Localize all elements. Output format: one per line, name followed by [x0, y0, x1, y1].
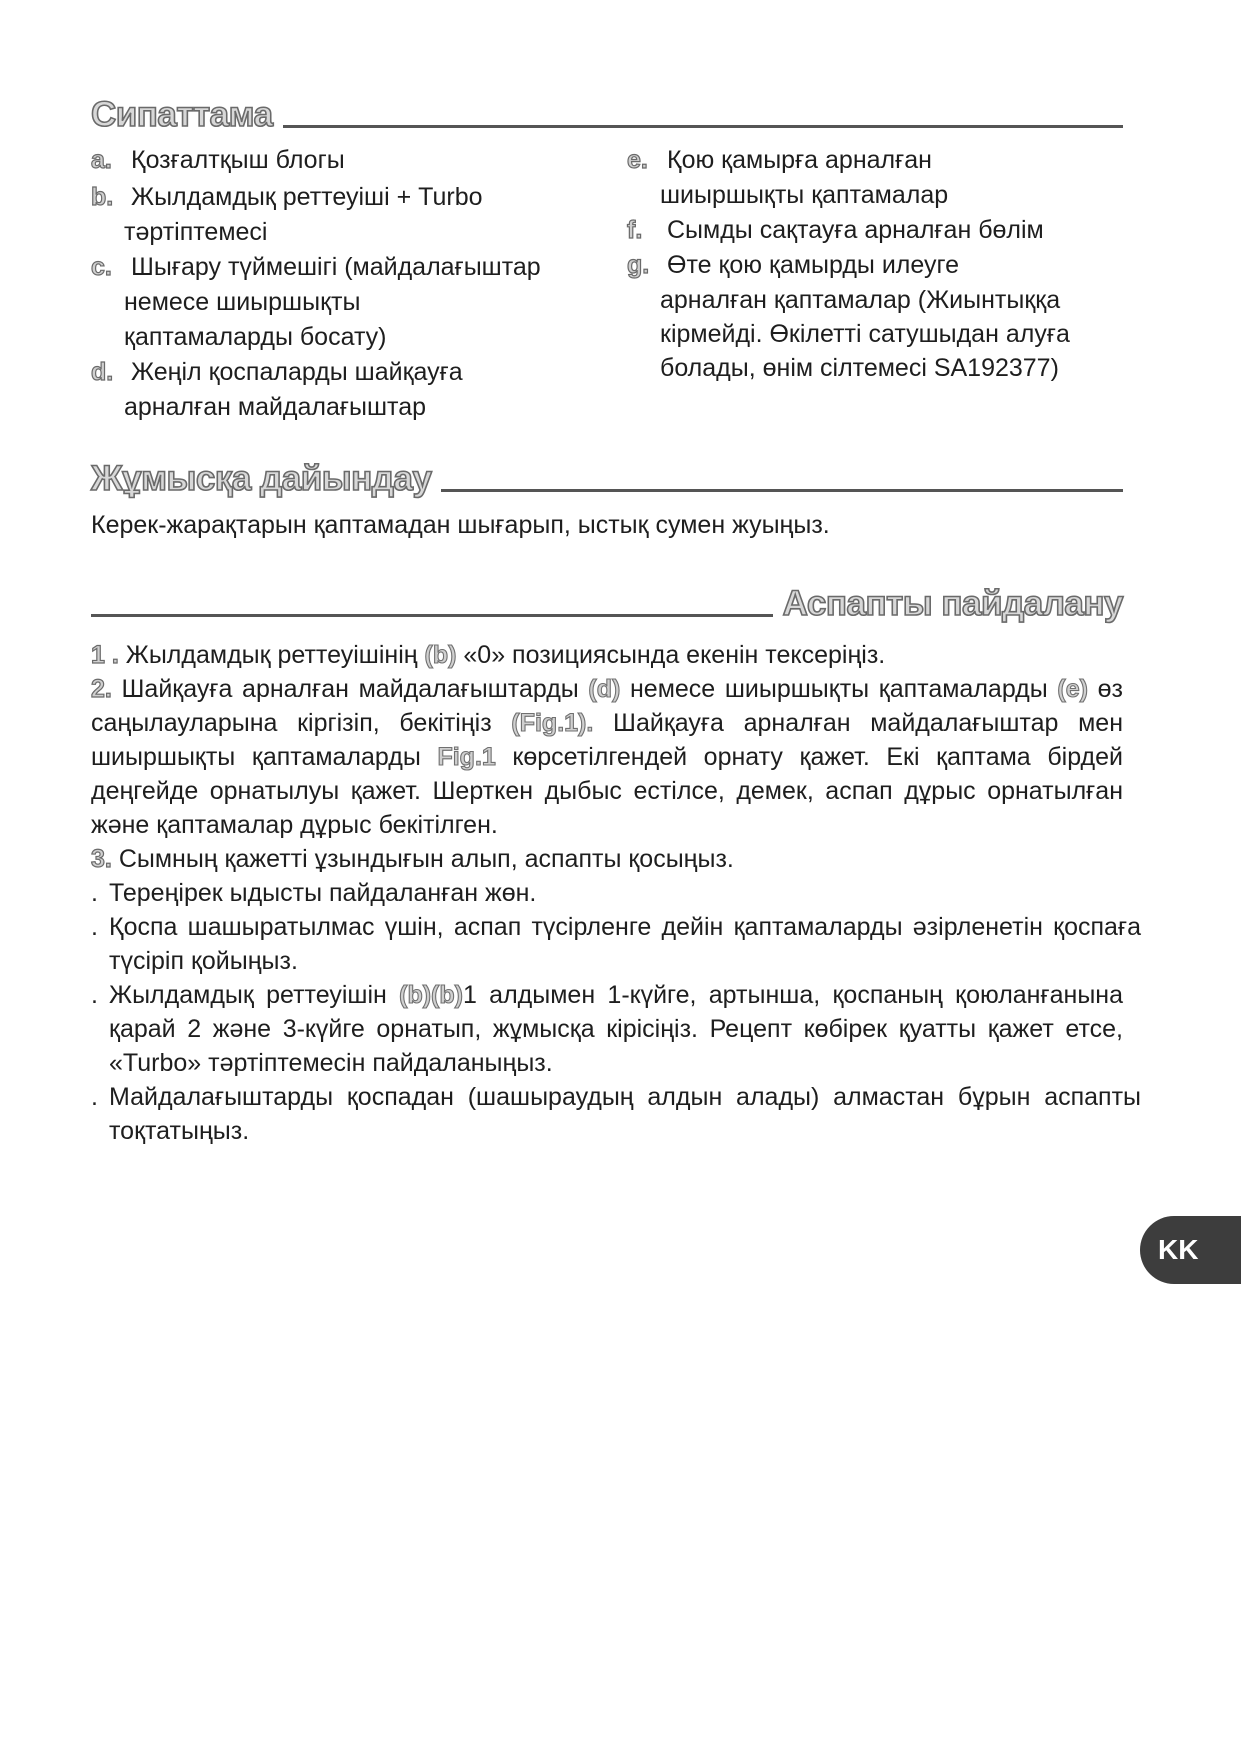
part-item-a: [91, 143, 611, 178]
part-reference: (b)(b): [399, 981, 463, 1009]
part-text: Жеңіл қоспаларды шайқауға: [131, 358, 463, 386]
part-letter: c.: [91, 253, 112, 281]
usage-step-2: [91, 672, 1123, 842]
part-text: Өте қою қамырды илеуге: [667, 251, 959, 279]
bullet-dot: .: [91, 879, 98, 907]
part-reference: (e): [1057, 675, 1088, 703]
bullet-dot: .: [91, 1083, 98, 1111]
step-text: өз саңылауларына кіргізіп, бекітіңіз: [91, 675, 1123, 737]
usage-bullet-3: [91, 978, 1123, 1080]
preparation-heading-title: Жұмысқа дайындау: [91, 459, 432, 498]
parts-list-right: [627, 143, 1127, 385]
preparation-text: Керек-жарақтарын қаптамадан шығарып, ыстық сумен жуыңыз.: [91, 511, 830, 539]
usage-bullet-2: [91, 910, 1141, 978]
figure-reference: (Fig.1).: [511, 709, 594, 737]
description-heading: [91, 97, 1123, 132]
step-text: Жылдамдық реттеуішінің: [125, 641, 418, 669]
usage-heading: [91, 586, 1123, 621]
heading-rule: [441, 489, 1123, 492]
step-text: Шайқауға арналған майдалағыштар мен шиыршықты қаптамаларды: [91, 709, 1123, 771]
step-number: 2.: [91, 675, 112, 703]
part-item-b: [91, 180, 611, 250]
part-letter: f.: [627, 216, 643, 244]
part-text: Сымды сақтауға арналған бөлім: [667, 216, 1044, 244]
heading-rule: [283, 125, 1123, 128]
part-text-continued: арналған майдалағыштар: [124, 393, 427, 421]
description-heading-title: Сипаттама: [91, 95, 273, 134]
parts-list-left: [91, 143, 611, 425]
step-number: 1 .: [91, 641, 119, 669]
step-text: көрсетілгендей орнату қажет. Екі қаптама бірдей деңгейде орнатылуы қажет. Шерткен дыбыс естілсе, демек, аспап дұрыс орнатылған және қаптамалар дұрыс бекітілген.: [91, 743, 1123, 839]
heading-rule: [91, 614, 773, 617]
part-letter: g.: [627, 251, 650, 279]
step-text: немесе шиыршықты қаптамаларды: [630, 675, 1048, 703]
bullet-dot: .: [91, 913, 98, 941]
part-item-c: [91, 250, 611, 355]
part-text: Шығару түймешігі (майдалағыштар: [131, 253, 541, 281]
part-text-continued: немесе шиыршықты қаптамаларды босату): [124, 288, 387, 351]
bullet-text-part: 1 алдымен 1-күйге, артынша, қоспаның қоюланғанына қарай 2 және 3-күйге орнатып, жұмысқа кірісіңіз. Рецепт көбірек қуатты қажет етсе, «Turbo» тәртіптемесін пайдаланыңыз.: [109, 981, 1123, 1077]
step-text: «0» позициясында екенін тексеріңіз.: [463, 641, 886, 669]
part-letter: a.: [91, 146, 112, 174]
part-text-continued: тәртіптемесі: [124, 218, 268, 246]
part-item-g: [627, 248, 1127, 385]
part-text: Қою қамырға арналған: [667, 146, 932, 174]
bullet-dot: .: [91, 981, 98, 1009]
part-letter: e.: [627, 146, 648, 174]
usage-bullet-4: [91, 1080, 1141, 1148]
part-text-continued: арналған қаптамалар (Жиынтыққа кірмейді. Өкілетті сатушыдан алуға болады, өнім сілтемесі SA192377): [660, 286, 1070, 382]
bullet-text: [91, 978, 1123, 1080]
part-text: Жылдамдық реттеуіші + Turbo: [131, 183, 483, 211]
part-reference: (b): [424, 641, 457, 669]
part-reference: (d): [588, 675, 621, 703]
figure-reference: Fig.1: [437, 743, 496, 771]
part-item-f: [627, 213, 1127, 248]
preparation-heading: [91, 461, 1123, 496]
part-letter: d.: [91, 358, 114, 386]
step-text: Сымның қажетті ұзындығын алып, аспапты қосыңыз.: [118, 845, 734, 873]
usage-step-3: [91, 842, 1123, 876]
usage-bullet-1: [91, 876, 1141, 910]
bullet-text: Майдалағыштарды қоспадан (шашыраудың алдын алады) алмастан бұрын аспапты тоқтатыңыз.: [109, 1083, 1141, 1145]
bullet-text: Тереңірек ыдысты пайдаланған жөн.: [109, 879, 537, 907]
language-tab: KK: [1140, 1216, 1241, 1284]
step-text: Шайқауға арналған майдалағыштарды: [121, 675, 579, 703]
usage-step-1: [91, 638, 1123, 672]
bullet-text-part: Жылдамдық реттеуішін: [109, 981, 387, 1009]
step-number: 3.: [91, 845, 112, 873]
part-item-e: [627, 143, 1127, 213]
part-text-continued: шиыршықты қаптамалар: [660, 181, 949, 209]
part-item-d: [91, 355, 611, 425]
bullet-text: Қоспа шашыратылмас үшін, аспап түсірленге дейін қаптамаларды әзірленетін қоспаға түсіріп қойыңыз.: [109, 913, 1141, 975]
usage-heading-title: Аспапты пайдалану: [782, 584, 1123, 623]
part-text: Қозғалтқыш блогы: [131, 146, 345, 174]
part-letter: b.: [91, 183, 114, 211]
